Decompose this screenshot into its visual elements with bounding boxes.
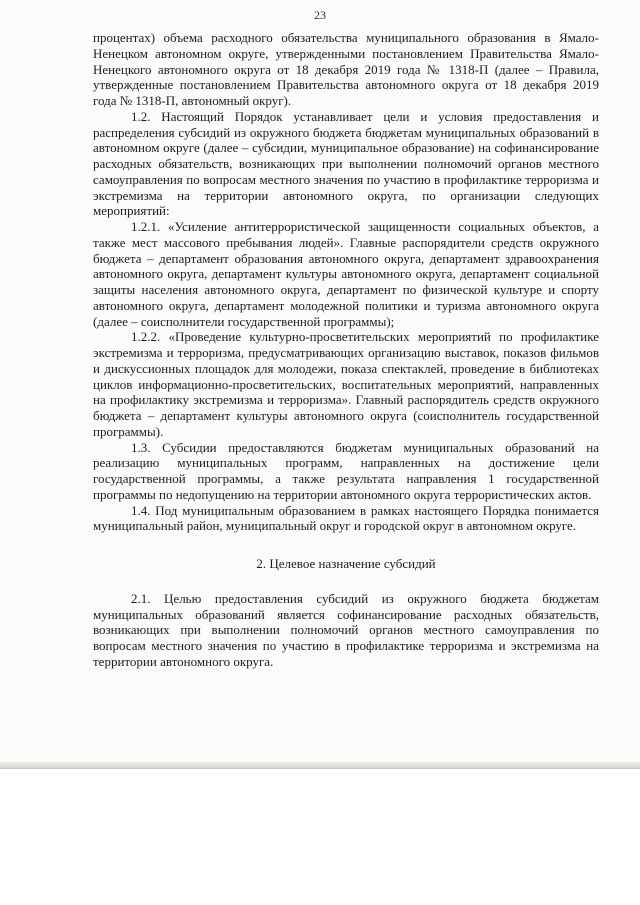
paragraph-continuation: процентах) объема расходного обязательства муниципального образования в Ямало-Ненецком автономном округе, утвержденными постановлением Правительства Ямало-Ненецкого автономного округа от 18 декабря 2019 года № 1318-П (далее – Правила, утвержденные постановлением Правительства автономного округа от 18 декабря 2019 года № 1318-П, автономный округ).	[93, 30, 599, 108]
page-edge-shadow	[0, 762, 640, 768]
paragraph-1-2-1: 1.2.1. «Усиление антитеррористической защищенности социальных объектов, а также мест массового пребывания людей». Главные распорядители средств окружного бюджета – департамент образования автономного округа, департамент здравоохранения автономного округа, департамент культуры автономного округа, департамент социальной защиты населения автономного округа, департамент по физической культуре и спорту автономного округа, департамент молодежной политики и туризма автономного округа (далее – соисполнители государственной программы);	[93, 219, 599, 329]
document-body	[93, 30, 599, 670]
paragraph-2-1: 2.1. Целью предоставления субсидий из окружного бюджета бюджетам муниципальных образований является софинансирование расходных обязательств, возникающих при выполнении полномочий органов местного самоуправления по вопросам местного значения по участию в профилактике терроризма и экстремизма на территории автономного округа.	[93, 590, 599, 669]
paragraph-1-2-2: 1.2.2. «Проведение культурно-просветительских мероприятий по профилактике экстремизма и терроризма, предусматривающих организацию выставок, показов фильмов и дискуссионных площадок для молодежи, показа спектаклей, проведение в библиотеках циклов информационно-просветительских, воспитательных мероприятий, направленных на профилактику экстремизма и терроризма». Главный распорядитель средств окружного бюджета – департамент культуры автономного округа (соисполнитель государственной программы).	[93, 329, 599, 439]
paragraph-1-3: 1.3. Субсидии предоставляются бюджетам муниципальных образований на реализацию муниципальных программ, направленных на достижение цели государственной программы, а также результата направления 1 государственной программы по недопущению на территории автономного округа террористических актов.	[93, 439, 599, 502]
paragraph-1-4: 1.4. Под муниципальным образованием в рамках настоящего Порядка понимается муниципальный район, муниципальный округ и городской округ в автономном округе.	[93, 502, 599, 534]
paragraph-1-2: 1.2. Настоящий Порядок устанавливает цели и условия предоставления и распределения субсидий из окружного бюджета бюджетам муниципальных образований в автономном округе (далее – субсидии, муниципальное образование) на софинансирование расходных обязательств, возникающих при выполнении полномочий органов местного самоуправления по вопросам местного значения по участию в профилактике терроризма и экстремизма на территории автономного округа, по организации следующих мероприятий:	[93, 108, 599, 219]
page-number: 23	[314, 8, 326, 22]
section-heading: 2. Целевое назначение субсидий	[256, 556, 436, 571]
